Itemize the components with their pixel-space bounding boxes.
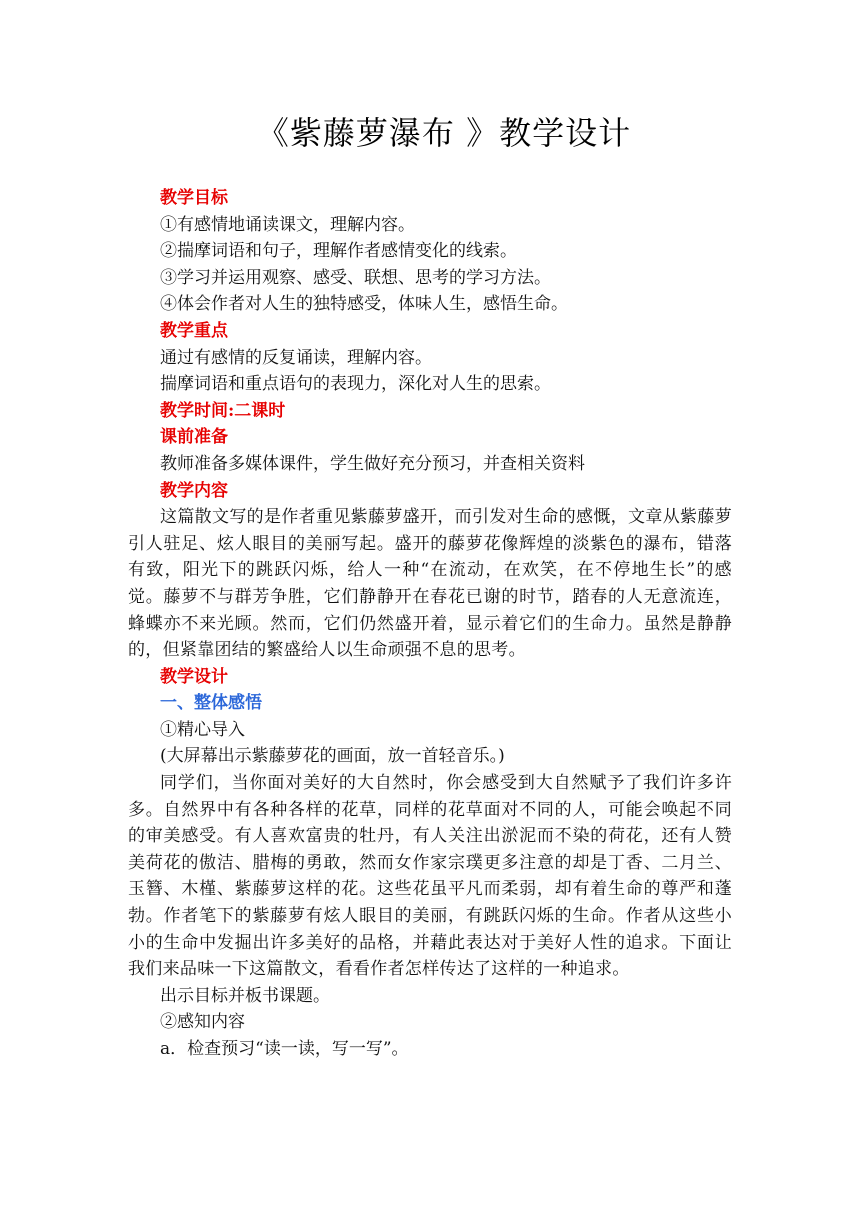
step-item: a．检查预习“读一读，写一写”。 bbox=[160, 1039, 409, 1059]
step-heading: ①精心导入 bbox=[160, 719, 245, 740]
section-heading-preparation: 课前准备 bbox=[160, 427, 228, 448]
intro-paragraph: 同学们，当你面对美好的大自然时，你会感受到大自然赋予了我们许多许多。自然界中有各种各样的花草，同样的花草面对不同的人，可能会唤起不同的审美感受。有人喜欢富贵的牡丹，有人关注出淤泥而不染的荷花，还有人赞美荷花的傲洁、腊梅的勇敢，然而女作家宗璞更多注意的却是丁香、二月兰、玉簪、木槿、紫藤萝这样的花。这些花虽平凡而柔弱，却有着生命的尊严和蓬勃。作者笔下的紫藤萝有炫人眼目的美丽，有跳跃闪烁的生命。作者从这些小小的生命中发掘出许多美好的品格，并藉此表达对于美好人性的追求。下面让我们来品味一下这篇散文，看看作者怎样传达了这样的一种追求。 bbox=[128, 773, 732, 980]
section-heading-content: 教学内容 bbox=[160, 480, 228, 501]
step-note: (大屏幕出示紫藤萝花的画面，放一首轻音乐。) bbox=[160, 746, 505, 767]
document-body bbox=[128, 185, 732, 1063]
focus-item: 通过有感情的反复诵读，理解内容。 bbox=[160, 347, 432, 368]
step-heading: ②感知内容 bbox=[160, 1012, 245, 1033]
section-heading-goals: 教学目标 bbox=[160, 188, 228, 208]
preparation-text: 教师准备多媒体课件，学生做好充分预习，并查相关资料 bbox=[160, 453, 585, 474]
document-title: 《紫藤萝瀑布 》教学设计 bbox=[256, 114, 632, 152]
goal-item: ②揣摩词语和句子，理解作者感情变化的线索。 bbox=[160, 241, 517, 262]
section-heading-design: 教学设计 bbox=[160, 666, 228, 687]
section-heading-time: 教学时间:二课时 bbox=[160, 400, 286, 421]
content-paragraph: 这篇散文写的是作者重见紫藤萝盛开，而引发对生命的感慨，文章从紫藤萝引人驻足、炫人眼目的美丽写起。盛开的藤萝花像辉煌的淡紫色的瀑布，错落有致，阳光下的跳跃闪烁，给人一种“在流动，在欢笑，在不停地生长”的感觉。藤萝不与群芳争胜，它们静静开在春花已谢的时节，踏春的人无意流连，蜂蝶亦不来光顾。然而，它们仍然盛开着，显示着它们的生命力。虽然是静静的，但紧靠团结的繁盛给人以生命顽强不息的思考。 bbox=[128, 507, 732, 661]
goal-item: ④体会作者对人生的独特感受，体味人生，感悟生命。 bbox=[160, 294, 568, 315]
goal-item: ①有感情地诵读课文，理解内容。 bbox=[160, 214, 415, 235]
section-heading-focus: 教学重点 bbox=[160, 320, 228, 341]
subsection-heading-overall: 一、整体感悟 bbox=[160, 693, 262, 714]
focus-item: 揣摩词语和重点语句的表现力，深化对人生的思索。 bbox=[160, 374, 551, 395]
show-goals-line: 出示目标并板书课题。 bbox=[160, 985, 330, 1006]
goal-item: ③学习并运用观察、感受、联想、思考的学习方法。 bbox=[160, 267, 551, 288]
